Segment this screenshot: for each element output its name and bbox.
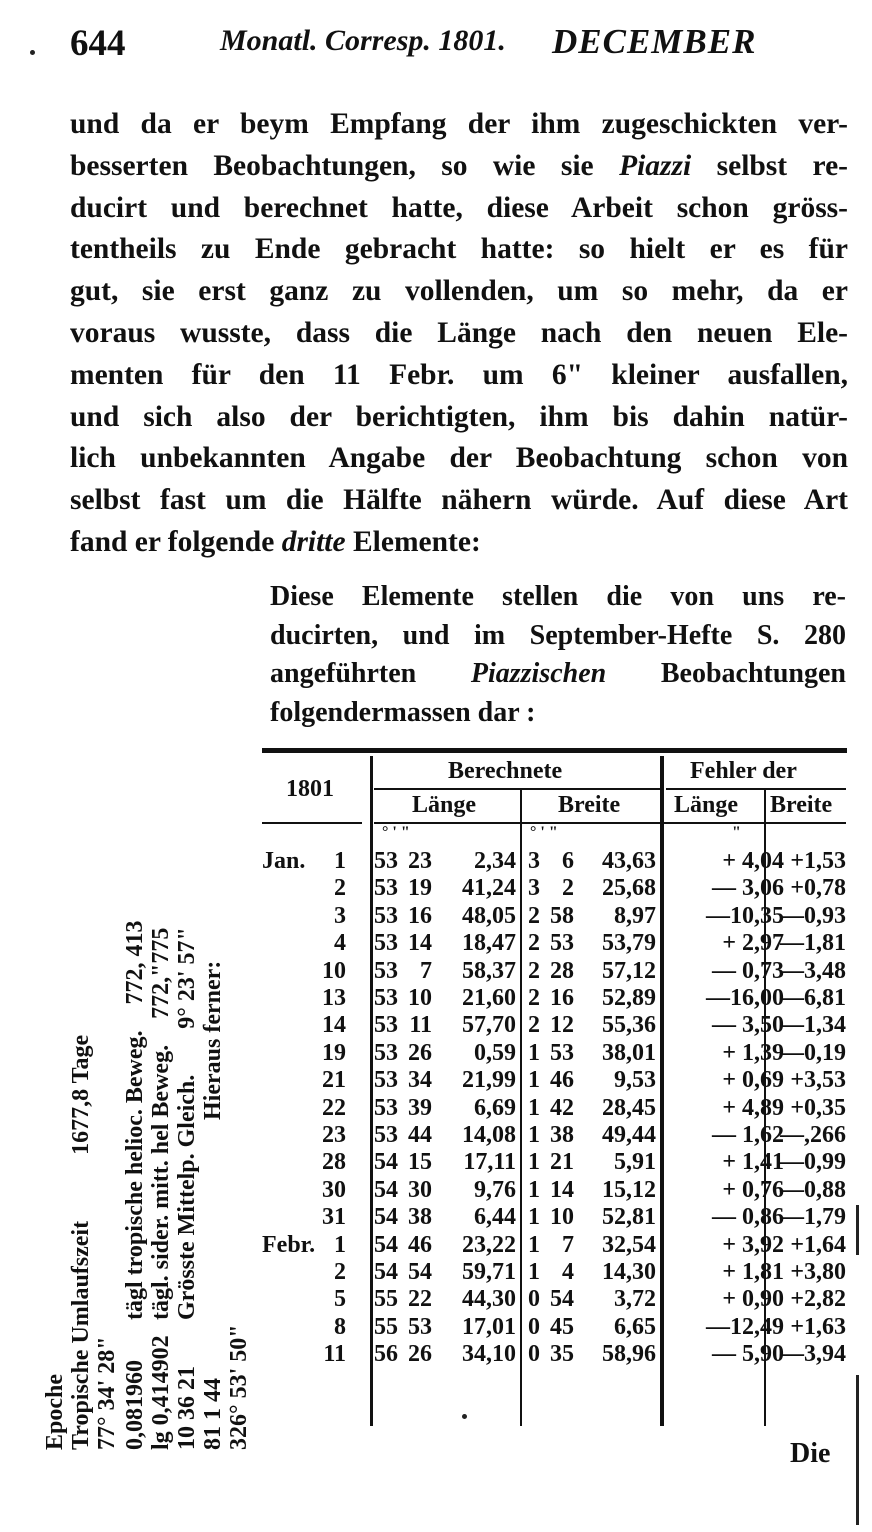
- cell-bs: 5,91: [614, 1149, 656, 1176]
- cell-ls: 9,76: [474, 1176, 516, 1203]
- cell-fb: —6,81: [780, 985, 846, 1011]
- units-error: ": [732, 824, 741, 841]
- table-rule: [374, 788, 660, 790]
- cell-ls: 58,37: [462, 957, 516, 984]
- row-day: 31: [322, 1204, 346, 1231]
- cell-fl: — 3,06: [712, 875, 784, 902]
- cell-bm: 21: [550, 1149, 574, 1176]
- cell-fb: —1,34: [780, 1012, 846, 1039]
- row-day: 14: [322, 1012, 346, 1039]
- units-breite: ° ' ": [530, 824, 558, 841]
- cell-bm: 35: [550, 1341, 574, 1368]
- cell-bm: 6: [562, 848, 574, 874]
- cell-fl: —10,35: [706, 902, 784, 929]
- cell-bm: 38: [550, 1122, 574, 1148]
- row-day: 8: [334, 1313, 346, 1340]
- cell-fb: +0,35: [790, 1094, 846, 1121]
- cell-ld: 54: [374, 1231, 398, 1258]
- cell-bs: 43,63: [602, 848, 656, 874]
- table-row: [262, 1149, 847, 1176]
- cell-bs: 57,12: [602, 957, 656, 984]
- cell-lm: 30: [408, 1176, 432, 1203]
- cell-fl: + 2,97: [722, 930, 784, 957]
- text-line: und sich also der berichtigten, ihm bis dahin natür-: [70, 400, 848, 433]
- cell-fl: — 5,90: [712, 1341, 784, 1368]
- cell-ld: 53: [374, 985, 398, 1011]
- cell-bm: 53: [550, 1039, 574, 1066]
- cell-ld: 53: [374, 902, 398, 929]
- table-group-calculated: Berechnete: [448, 758, 563, 784]
- cell-bd: 1: [528, 1122, 540, 1148]
- cell-fb: —0,88: [780, 1176, 846, 1203]
- cell-fl: — 0,73: [712, 957, 784, 984]
- col-header-laenge: Länge: [412, 792, 477, 818]
- cell-ld: 55: [374, 1313, 398, 1340]
- cell-lm: 26: [408, 1039, 432, 1066]
- row-day: 13: [322, 985, 346, 1011]
- element-label-sidereal-motion: tägl. sider. mitt. hel Beweg.: [148, 1044, 174, 1320]
- cell-bs: 25,68: [602, 875, 656, 902]
- cell-fb: —,266: [780, 1122, 846, 1148]
- cell-lm: 22: [408, 1286, 432, 1313]
- col-header-error-breite: Breite: [770, 792, 833, 818]
- cell-fb: —3,94: [780, 1341, 846, 1368]
- cell-ld: 53: [374, 1122, 398, 1148]
- cell-bd: 1: [528, 1176, 540, 1203]
- cell-lm: 54: [408, 1259, 432, 1285]
- cell-fl: — 0,86: [712, 1204, 784, 1231]
- element-value-inclination: 81 1 44: [200, 1378, 226, 1450]
- cell-lm: 15: [408, 1149, 432, 1176]
- cell-bs: 3,72: [614, 1286, 656, 1313]
- table-row: [262, 1341, 847, 1368]
- table-group-error: Fehler der: [690, 758, 797, 784]
- row-month: Jan.: [262, 848, 306, 874]
- print-speck: [462, 1414, 467, 1419]
- cell-bs: 55,36: [602, 1012, 656, 1039]
- element-label-umlaufszeit: Tropische Umlaufszeit: [68, 1220, 94, 1450]
- cell-ls: 59,71: [462, 1259, 516, 1285]
- cell-fb: +2,82: [790, 1286, 846, 1313]
- cell-lm: 44: [408, 1122, 432, 1148]
- body-paragraph: [70, 104, 848, 564]
- text-line: gut, sie erst ganz zu vollenden, um so mehr, da er: [70, 275, 848, 308]
- text-line: fand er folgende dritte Elemente:: [70, 525, 481, 558]
- row-day: 30: [322, 1176, 346, 1203]
- cell-bs: 49,44: [602, 1122, 656, 1148]
- element-value-epoche: 77° 34' 28": [94, 1336, 120, 1450]
- cell-bd: 0: [528, 1313, 540, 1340]
- cell-bd: 1: [528, 1231, 540, 1258]
- cell-ls: 23,22: [462, 1231, 516, 1258]
- table-row: [262, 1095, 847, 1122]
- cell-bd: 1: [528, 1039, 540, 1066]
- element-label-hieraus: Hieraus ferner:: [200, 960, 226, 1120]
- cell-lm: 46: [408, 1231, 432, 1258]
- text-line: Diese Elemente stellen die von uns re-: [270, 581, 846, 612]
- cell-bm: 28: [550, 957, 574, 984]
- cell-lm: 26: [408, 1341, 432, 1368]
- running-head-month: DECEMBER: [552, 22, 757, 61]
- cell-bm: 16: [550, 985, 574, 1011]
- running-head: Monatl. Corresp. 1801.: [220, 24, 506, 57]
- cell-bs: 53,79: [602, 930, 656, 957]
- cell-ls: 2,34: [474, 848, 516, 874]
- cell-fb: —3,48: [780, 957, 846, 984]
- cell-fb: +1,63: [790, 1313, 846, 1340]
- element-label-tropical-motion: tägl tropische helioc. Beweg.: [122, 1030, 148, 1320]
- cell-bd: 1: [528, 1067, 540, 1094]
- element-value-sidereal-motion: 772,"775: [148, 927, 174, 1019]
- cell-bs: 9,53: [614, 1067, 656, 1094]
- element-value-log2: lg 0,414902: [148, 1335, 174, 1450]
- cell-fl: —12,49: [706, 1313, 784, 1340]
- cell-ls: 17,01: [462, 1313, 516, 1340]
- cell-fl: + 3,92: [722, 1231, 784, 1258]
- table-row: [262, 903, 847, 930]
- cell-fl: — 1,62: [712, 1122, 784, 1148]
- cell-bm: 2: [562, 875, 574, 902]
- table-row: [262, 985, 847, 1012]
- table-row: [262, 1040, 847, 1067]
- cell-bs: 58,96: [602, 1341, 656, 1368]
- cell-bd: 2: [528, 902, 540, 929]
- table-rule: [262, 822, 362, 824]
- cell-lm: 39: [408, 1094, 432, 1121]
- cell-bd: 1: [528, 1204, 540, 1231]
- cell-bd: 2: [528, 1012, 540, 1039]
- text-line: voraus wusste, dass die Länge nach den neuen Ele-: [70, 316, 848, 349]
- cell-lm: 34: [408, 1067, 432, 1094]
- table-intro-text: [270, 578, 846, 732]
- element-label-equation-of-center: Grösste Mittelp. Gleich.: [174, 1074, 200, 1320]
- cell-ld: 53: [374, 1094, 398, 1121]
- cell-fl: —16,00: [706, 985, 784, 1011]
- cell-bm: 58: [550, 902, 574, 929]
- cell-bs: 6,65: [614, 1313, 656, 1340]
- cell-ls: 6,69: [474, 1094, 516, 1121]
- row-day: 21: [322, 1067, 346, 1094]
- cell-bm: 14: [550, 1176, 574, 1203]
- catchword: Die: [790, 1438, 831, 1469]
- cell-lm: 10: [408, 985, 432, 1011]
- cell-bm: 54: [550, 1286, 574, 1313]
- table-row: [262, 1314, 847, 1341]
- cell-ls: 21,99: [462, 1067, 516, 1094]
- cell-bs: 52,89: [602, 985, 656, 1011]
- cell-ls: 18,47: [462, 930, 516, 957]
- cell-ld: 54: [374, 1149, 398, 1176]
- cell-fb: —0,93: [780, 902, 846, 929]
- units-laenge: ° ' ": [382, 824, 410, 841]
- cell-ls: 17,11: [463, 1149, 516, 1176]
- cell-fb: +1,64: [790, 1231, 846, 1258]
- cell-bd: 1: [528, 1259, 540, 1285]
- row-day: 23: [322, 1122, 346, 1148]
- cell-ld: 53: [374, 848, 398, 874]
- element-value-tropical-motion: 772, 413: [122, 920, 148, 1005]
- cell-bs: 15,12: [602, 1176, 656, 1203]
- cell-bs: 14,30: [602, 1259, 656, 1285]
- row-day: 4: [334, 930, 346, 957]
- cell-bm: 12: [550, 1012, 574, 1039]
- cell-ls: 6,44: [474, 1204, 516, 1231]
- cell-fb: +3,80: [790, 1259, 846, 1285]
- table-row: [262, 1204, 847, 1231]
- cell-bd: 3: [528, 875, 540, 902]
- page-edge-mark: [856, 1375, 859, 1525]
- cell-fl: + 1,41: [722, 1149, 784, 1176]
- text-line: tentheils zu Ende gebracht hatte: so hielt er es für: [70, 233, 848, 266]
- row-day: 19: [322, 1039, 346, 1066]
- cell-bd: 0: [528, 1341, 540, 1368]
- element-value-perihelion: 326° 53' 50": [226, 1324, 252, 1450]
- cell-lm: 38: [408, 1204, 432, 1231]
- row-day: 2: [334, 875, 346, 902]
- cell-ls: 48,05: [462, 902, 516, 929]
- row-day: 2: [334, 1259, 346, 1285]
- cell-bd: 1: [528, 1094, 540, 1121]
- row-day: 10: [322, 957, 346, 984]
- cell-ld: 54: [374, 1259, 398, 1285]
- element-value-log: 0,081960: [122, 1360, 148, 1450]
- cell-fl: — 3,50: [712, 1012, 784, 1039]
- table-row: [262, 1259, 847, 1286]
- cell-lm: 14: [408, 930, 432, 957]
- text-line: besserten Beobachtungen, so wie sie Piazzi selbst re-: [70, 149, 848, 182]
- row-day: 1: [334, 1231, 346, 1258]
- row-day: 22: [322, 1094, 346, 1121]
- text-line: lich unbekannten Angabe der Beobachtung schon von: [70, 442, 848, 475]
- row-day: 28: [322, 1149, 346, 1176]
- cell-bm: 4: [562, 1259, 574, 1285]
- cell-bd: 2: [528, 957, 540, 984]
- cell-ls: 57,70: [462, 1012, 516, 1039]
- cell-fb: —0,19: [780, 1039, 846, 1066]
- page-header: [70, 22, 840, 72]
- page-number: 644: [70, 23, 126, 64]
- text-line: und da er beym Empfang der ihm zugeschickten ver-: [70, 108, 848, 140]
- element-value-umlaufszeit: 1677,8 Tage: [68, 1034, 94, 1155]
- cell-fb: +3,53: [790, 1067, 846, 1094]
- text-line: ducirten, und im September-Hefte S. 280: [270, 619, 846, 651]
- cell-lm: 11: [409, 1012, 432, 1039]
- row-day: 5: [334, 1286, 346, 1313]
- cell-fl: + 1,39: [722, 1039, 784, 1066]
- text-line: selbst fast um die Hälfte nähern würde. Auf diese Art: [70, 484, 848, 517]
- table-row: [262, 1122, 847, 1149]
- cell-ls: 14,08: [462, 1122, 516, 1148]
- table-row: [262, 930, 847, 957]
- text-line: ducirt und berechnet hatte, diese Arbeit schon gröss-: [70, 191, 848, 224]
- cell-ld: 54: [374, 1176, 398, 1203]
- text-line: angeführten Piazzischen Beobachtungen: [270, 658, 846, 689]
- table-row: [262, 1067, 847, 1094]
- cell-ld: 53: [374, 1039, 398, 1066]
- col-header-error-laenge: Länge: [674, 792, 739, 818]
- cell-ls: 0,59: [474, 1039, 516, 1066]
- cell-bm: 7: [562, 1231, 574, 1258]
- cell-bs: 8,97: [614, 902, 656, 929]
- cell-ld: 53: [374, 930, 398, 957]
- cell-lm: 7: [420, 957, 432, 984]
- cell-ls: 34,10: [462, 1341, 516, 1368]
- table-row: [262, 958, 847, 985]
- cell-fb: +1,53: [790, 848, 846, 874]
- cell-bd: 2: [528, 930, 540, 957]
- cell-lm: 19: [408, 875, 432, 902]
- cell-fl: + 4,04: [722, 848, 784, 874]
- cell-ld: 55: [374, 1286, 398, 1313]
- cell-ld: 53: [374, 1067, 398, 1094]
- cell-fl: + 0,69: [722, 1067, 784, 1094]
- row-day: 1: [334, 848, 346, 874]
- cell-fl: + 1,81: [722, 1259, 784, 1285]
- cell-fb: —0,99: [780, 1149, 846, 1176]
- cell-bd: 0: [528, 1286, 540, 1313]
- table-row: [262, 1232, 847, 1259]
- text-line: folgendermassen dar :: [270, 696, 536, 728]
- element-value-equation-of-center: 9° 23' 57": [174, 927, 200, 1029]
- page-edge-mark: [856, 1205, 859, 1255]
- cell-ld: 53: [374, 875, 398, 902]
- cell-fb: +0,78: [790, 875, 846, 902]
- row-day: 3: [334, 902, 346, 929]
- cell-bd: 2: [528, 985, 540, 1011]
- table-row: [262, 875, 847, 902]
- cell-bm: 10: [550, 1204, 574, 1231]
- table-top-rule: [262, 748, 847, 753]
- cell-bm: 42: [550, 1094, 574, 1121]
- cell-ld: 56: [374, 1341, 398, 1368]
- element-value-node: 10 36 21: [174, 1366, 200, 1450]
- cell-fl: + 0,90: [722, 1286, 784, 1313]
- cell-ld: 53: [374, 1012, 398, 1039]
- elements-rotated-block: [42, 570, 252, 1450]
- text-line: menten für den 11 Febr. um 6" kleiner ausfallen,: [70, 358, 848, 391]
- table-row: [262, 1012, 847, 1039]
- col-header-breite: Breite: [558, 792, 621, 818]
- cell-ld: 54: [374, 1204, 398, 1231]
- cell-ld: 53: [374, 957, 398, 984]
- table-row: [262, 848, 847, 875]
- cell-bm: 53: [550, 930, 574, 957]
- print-speck: [30, 50, 35, 55]
- cell-fl: + 0,76: [722, 1176, 784, 1203]
- cell-bm: 46: [550, 1067, 574, 1094]
- table-row: [262, 1177, 847, 1204]
- table-rule: [374, 822, 846, 824]
- cell-ls: 44,30: [462, 1286, 516, 1313]
- cell-bd: 3: [528, 848, 540, 874]
- cell-lm: 16: [408, 902, 432, 929]
- cell-bs: 38,01: [602, 1039, 656, 1066]
- table-row: [262, 1286, 847, 1313]
- cell-ls: 41,24: [462, 875, 516, 902]
- cell-bs: 52,81: [602, 1204, 656, 1231]
- cell-fl: + 4,89: [722, 1094, 784, 1121]
- cell-lm: 53: [408, 1313, 432, 1340]
- cell-bd: 1: [528, 1149, 540, 1176]
- table-rule: [666, 788, 846, 790]
- cell-fb: —1,81: [780, 930, 846, 957]
- element-label-epoche: Epoche: [42, 1373, 68, 1450]
- table-year: 1801: [286, 776, 334, 802]
- row-month: Febr.: [262, 1231, 316, 1258]
- cell-bs: 28,45: [602, 1094, 656, 1121]
- row-day: 11: [323, 1341, 346, 1368]
- cell-ls: 21,60: [462, 985, 516, 1011]
- cell-fb: —1,79: [780, 1204, 846, 1231]
- cell-bm: 45: [550, 1313, 574, 1340]
- cell-bs: 32,54: [602, 1231, 656, 1258]
- cell-lm: 23: [408, 848, 432, 874]
